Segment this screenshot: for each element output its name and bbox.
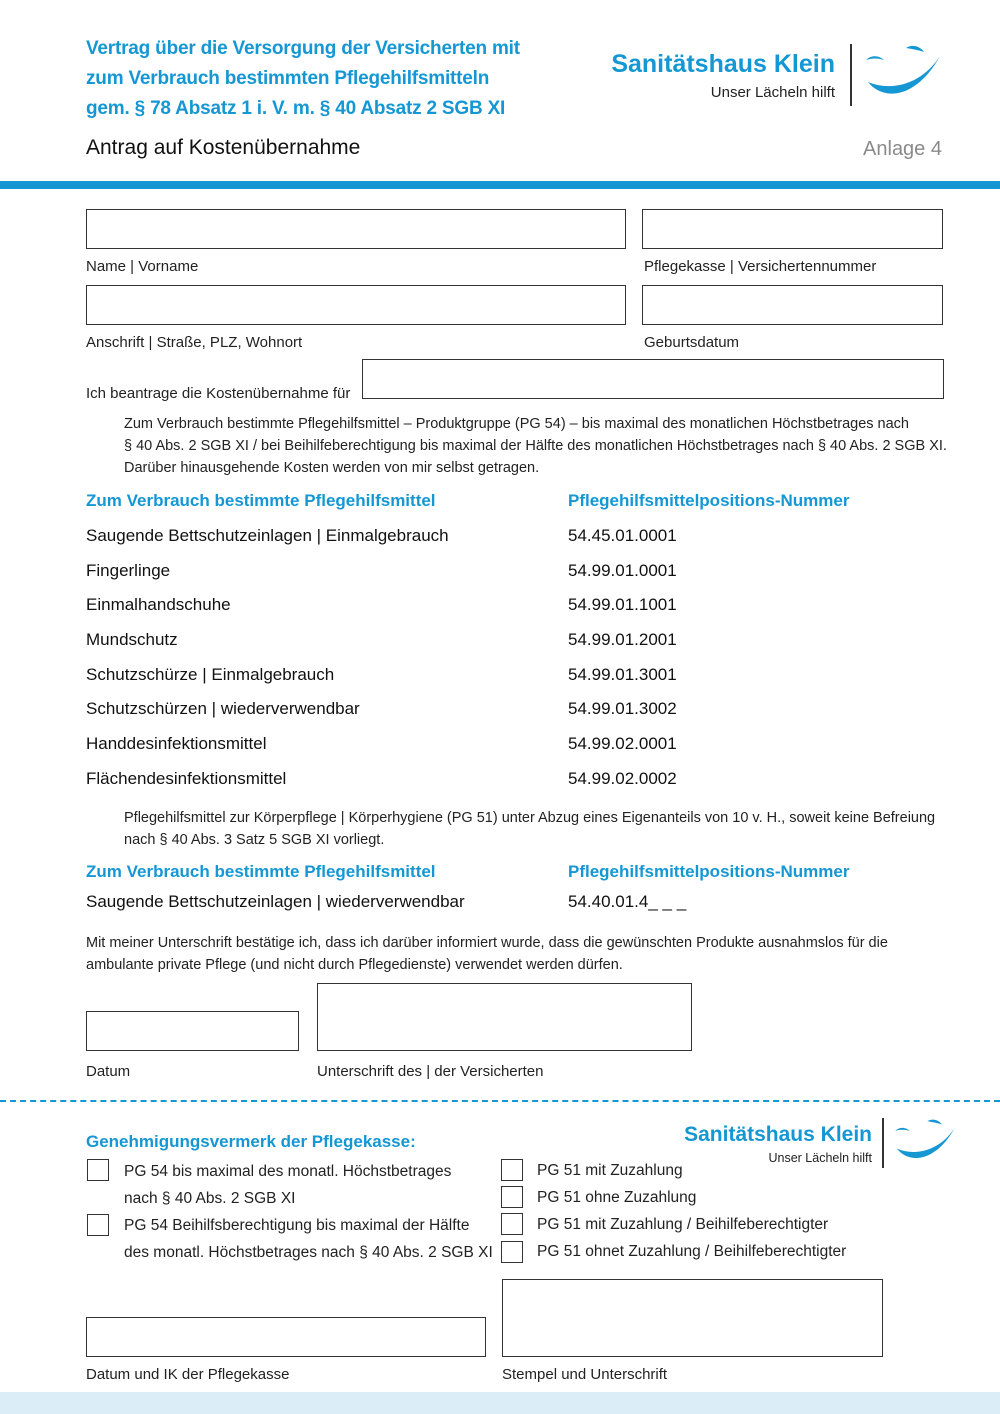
table2-header-number: Pflegehilfsmittelpositions-Nummer	[568, 862, 850, 881]
product-name: Flächendesinfektionsmittel	[86, 769, 287, 788]
pg54-beihilfe-label-2: des monatl. Höchstbetrages nach § 40 Abs. 2 SGB XI	[124, 1244, 493, 1261]
pg51-note-line-1: Pflegehilfsmittel zur Körperpflege | Körperhygiene (PG 51) unter Abzug eines Eigenanteils von 10 v. H., soweit keine Befreiung	[124, 810, 936, 826]
product-name: Mundschutz	[86, 630, 178, 649]
product-name: Handdesinfektionsmittel	[86, 734, 267, 753]
pg51-ohne-zuzahlung-beihilfe-checkbox[interactable]	[501, 1241, 523, 1263]
pg54-beihilfe-checkbox[interactable]	[87, 1214, 109, 1236]
logo	[600, 44, 945, 108]
confirmation-line-1: Mit meiner Unterschrift bestätige ich, dass ich darüber informiert wurde, dass die gewünschten Produkte ausnahmslos für die	[86, 935, 888, 951]
signature-label: Unterschrift des | der Versicherten	[317, 1063, 544, 1080]
smile-logo-icon	[892, 1118, 958, 1168]
request-input-box[interactable]	[362, 359, 944, 399]
product-name: Saugende Bettschutzeinlagen | wiederverwendbar	[86, 892, 465, 911]
product-number: 54.99.01.3001	[568, 665, 677, 684]
footer-band	[0, 1392, 1000, 1414]
name-input-box[interactable]	[86, 209, 626, 249]
date-input-box[interactable]	[86, 1011, 299, 1051]
approval-title: Genehmigungsvermerk der Pflegekasse:	[86, 1132, 416, 1151]
contract-title-line-1: Vertrag über die Versorgung der Versicherten mit	[86, 38, 520, 59]
request-label: Ich beantrage die Kostenübernahme für	[86, 385, 351, 402]
table2-header-product: Zum Verbrauch bestimmte Pflegehilfsmittel	[86, 862, 436, 881]
stamp-signature-box[interactable]	[502, 1279, 883, 1357]
pg51-note-line-2: nach § 40 Abs. 3 Satz 5 SGB XI vorliegt.	[124, 832, 385, 848]
logo-divider	[882, 1118, 884, 1168]
table1-header-number: Pflegehilfsmittelpositions-Nummer	[568, 491, 850, 510]
pg54-max-checkbox[interactable]	[87, 1159, 109, 1181]
pg51-option-label: PG 51 mit Zuzahlung / Beihilfeberechtigter	[537, 1216, 829, 1233]
stamp-signature-label: Stempel und Unterschrift	[502, 1366, 668, 1383]
pg54-note	[124, 413, 974, 479]
pg54-max-label-1: PG 54 bis maximal des monatl. Höchstbetrages	[124, 1163, 452, 1180]
product-number: 54.99.01.0001	[568, 561, 677, 580]
name-label: Name | Vorname	[86, 258, 199, 275]
contract-title-line-2: zum Verbrauch bestimmten Pflegehilfsmitteln	[86, 68, 490, 89]
birthdate-input-box[interactable]	[642, 285, 943, 325]
pg51-note	[124, 807, 974, 851]
product-number: 54.40.01.4_ _ _	[568, 892, 687, 911]
contract-title-line-3: gem. § 78 Absatz 1 i. V. m. § 40 Absatz 2 SGB XI	[86, 98, 506, 119]
address-input-box[interactable]	[86, 285, 626, 325]
product-name: Fingerlinge	[86, 561, 171, 580]
logo-name: Sanitätshaus Klein	[611, 50, 835, 78]
pg51-option-label: PG 51 mit Zuzahlung	[537, 1162, 683, 1179]
product-name: Einmalhandschuhe	[86, 595, 231, 614]
cut-line	[0, 1100, 1000, 1102]
confirmation-text	[86, 932, 966, 976]
pg51-mit-zuzahlung-checkbox[interactable]	[501, 1159, 523, 1181]
product-name: Schutzschürzen | wiederverwendbar	[86, 699, 360, 718]
logo-small	[680, 1118, 960, 1170]
logo-divider	[850, 44, 852, 106]
insurer-input-box[interactable]	[642, 209, 943, 249]
insurer-label: Pflegekasse | Versichertennummer	[644, 258, 877, 275]
date-ik-input-box[interactable]	[86, 1317, 486, 1357]
table1-header-product: Zum Verbrauch bestimmte Pflegehilfsmittel	[86, 491, 436, 510]
product-number: 54.99.01.2001	[568, 630, 677, 649]
product-name: Saugende Bettschutzeinlagen | Einmalgebrauch	[86, 526, 449, 545]
header-divider-bar	[0, 181, 1000, 189]
product-number: 54.99.02.0002	[568, 769, 677, 788]
pg51-mit-zuzahlung-beihilfe-checkbox[interactable]	[501, 1213, 523, 1235]
birthdate-label: Geburtsdatum	[644, 334, 740, 351]
logo-tagline: Unser Lächeln hilft	[768, 1151, 872, 1165]
pg51-ohne-zuzahlung-checkbox[interactable]	[501, 1186, 523, 1208]
pg54-beihilfe-label-1: PG 54 Beihilfsberechtigung bis maximal der Hälfte	[124, 1217, 470, 1234]
header	[86, 34, 606, 124]
product-number: 54.99.01.3002	[568, 699, 677, 718]
pg51-option-label: PG 51 ohne Zuzahlung	[537, 1189, 697, 1206]
pg54-max-label-2: nach § 40 Abs. 2 SGB XI	[124, 1190, 296, 1207]
signature-box[interactable]	[317, 983, 692, 1051]
product-name: Schutzschürze | Einmalgebrauch	[86, 665, 335, 684]
logo-tagline: Unser Lächeln hilft	[710, 84, 835, 101]
pg54-note-line-2: § 40 Abs. 2 SGB XI / bei Beihilfeberechtigung bis maximal der Hälfte des monatlichen Höchstbetrages nach § 40 Abs. 2 SGB XI.	[124, 438, 947, 454]
logo-name: Sanitätshaus Klein	[684, 1123, 872, 1146]
pg54-note-line-3: Darüber hinausgehende Kosten werden von mir selbst getragen.	[124, 460, 540, 476]
smile-logo-icon	[862, 44, 944, 106]
annex-label: Anlage 4	[863, 138, 942, 160]
pg54-note-line-1: Zum Verbrauch bestimmte Pflegehilfsmittel – Produktgruppe (PG 54) – bis maximal des monatlichen Höchstbetrages nach	[124, 416, 909, 432]
address-label: Anschrift | Straße, PLZ, Wohnort	[86, 334, 303, 351]
page-title: Antrag auf Kostenübernahme	[86, 136, 361, 159]
date-label: Datum	[86, 1063, 131, 1080]
pg51-option-label: PG 51 ohnet Zuzahlung / Beihilfeberechtigter	[537, 1243, 847, 1260]
confirmation-line-2: ambulante private Pflege (und nicht durch Pflegedienste) verwendet werden dürfen.	[86, 957, 623, 973]
date-ik-label: Datum und IK der Pflegekasse	[86, 1366, 290, 1383]
product-number: 54.45.01.0001	[568, 526, 677, 545]
product-number: 54.99.02.0001	[568, 734, 677, 753]
product-number: 54.99.01.1001	[568, 595, 677, 614]
